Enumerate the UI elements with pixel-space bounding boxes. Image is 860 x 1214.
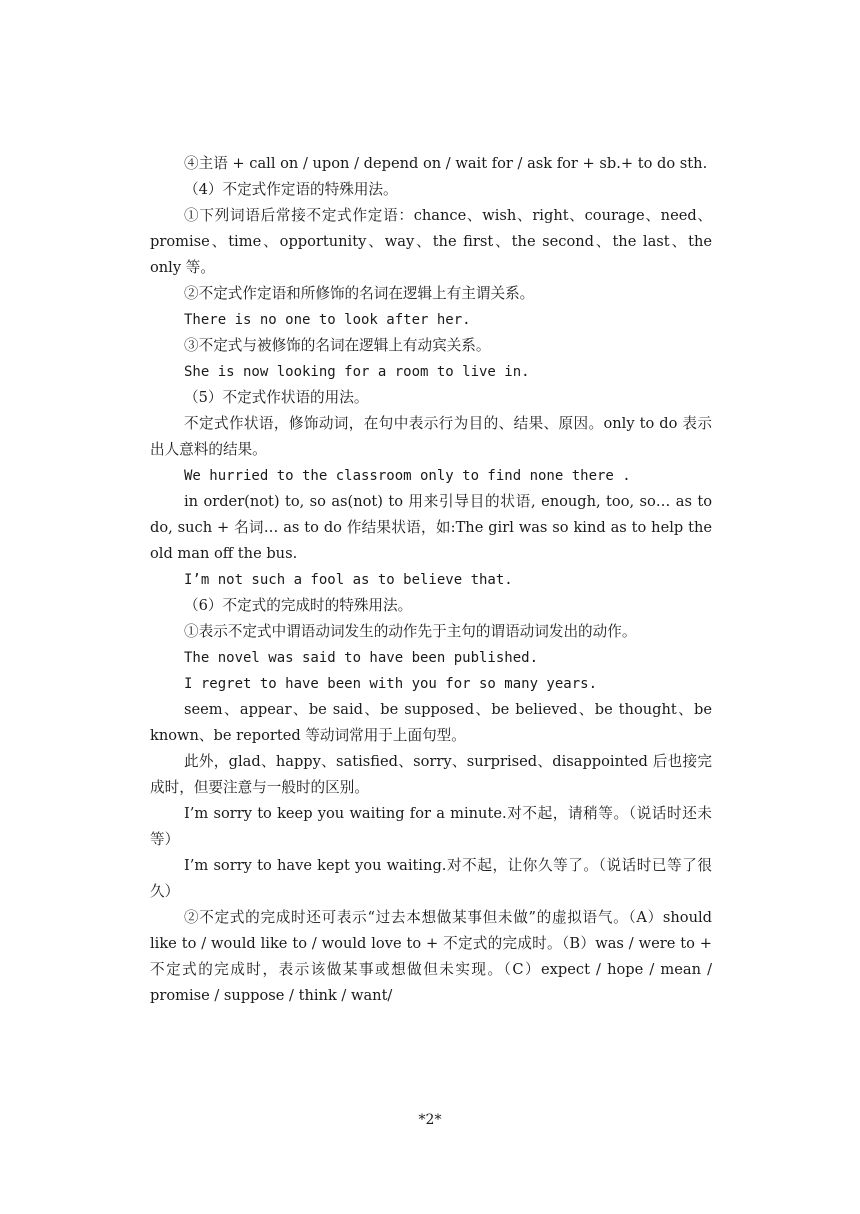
example-sentence: There is no one to look after her. (184, 312, 471, 328)
heading-infinitive-attribute: （4）不定式作定语的特殊用法。 (184, 181, 398, 198)
example-sentence-with-translation: I’m sorry to keep you waiting for a minute.对不起，请稍等。（说话时还未等） (150, 805, 712, 848)
example-sentence-with-translation: I’m sorry to have kept you waiting.对不起，让你久等了。（说话时已等了很久） (150, 857, 712, 900)
example-sentence: I’m not such a fool as to believe that. (184, 572, 513, 588)
example-sentence: She is now looking for a room to live in. (184, 364, 530, 380)
paragraph-subject-call-on: ④主语 + call on / upon / depend on / wait for / ask for + sb.+ to do sth. (184, 155, 708, 172)
paragraph-purpose-result: in order(not) to, so as(not) to 用来引导目的状语, enough, too, so… as to do, such + 名词… as to do 作结果状语，如:The girl was so kind as to help the old man off the bus. (150, 493, 712, 562)
example-sentence: I regret to have been with you for so many years. (184, 676, 598, 692)
paragraph-subject-predicate-relation: ②不定式作定语和所修饰的名词在逻辑上有主谓关系。 (184, 285, 535, 302)
heading-infinitive-adverbial: （5）不定式作状语的用法。 (184, 389, 369, 406)
paragraph-adverbial-usage: 不定式作状语，修饰动词，在句中表示行为目的、结果、原因。only to do 表示出人意料的结果。 (150, 415, 712, 458)
paragraph-verb-list: seem、appear、be said、be supposed、be believed、be thought、be known、be reported 等动词常用于上面句型。 (150, 701, 712, 744)
example-sentence: We hurried to the classroom only to find none there . (184, 468, 631, 484)
paragraph-verb-object-relation: ③不定式与被修饰的名词在逻辑上有动宾关系。 (184, 337, 491, 354)
example-sentence: The novel was said to have been published. (184, 650, 539, 666)
document-body (150, 151, 712, 1009)
paragraph-common-nouns: ①下列词语后常接不定式作定语：chance、wish、right、courage、need、promise、time、opportunity、way、the first、the second、the last、the only 等。 (150, 207, 712, 276)
paragraph-action-precedes: ①表示不定式中谓语动词发生的动作先于主句的谓语动词发出的动作。 (184, 623, 637, 640)
page-number: *2* (418, 1112, 442, 1128)
paragraph-subjunctive-mood: ②不定式的完成时还可表示“过去本想做某事但未做”的虚拟语气。（A）should like to / would like to / would love to + 不定式的完成时。（B）was / were to + 不定式的完成时，表示该做某事或想做但未实现。（C）expect / hope / mean / promise / suppose / think / want/ (150, 909, 712, 1004)
paragraph-adjective-list: 此外，glad、happy、satisfied、sorry、surprised、disappointed 后也接完成时，但要注意与一般时的区别。 (150, 753, 712, 796)
heading-perfect-infinitive: （6）不定式的完成时的特殊用法。 (184, 597, 413, 614)
